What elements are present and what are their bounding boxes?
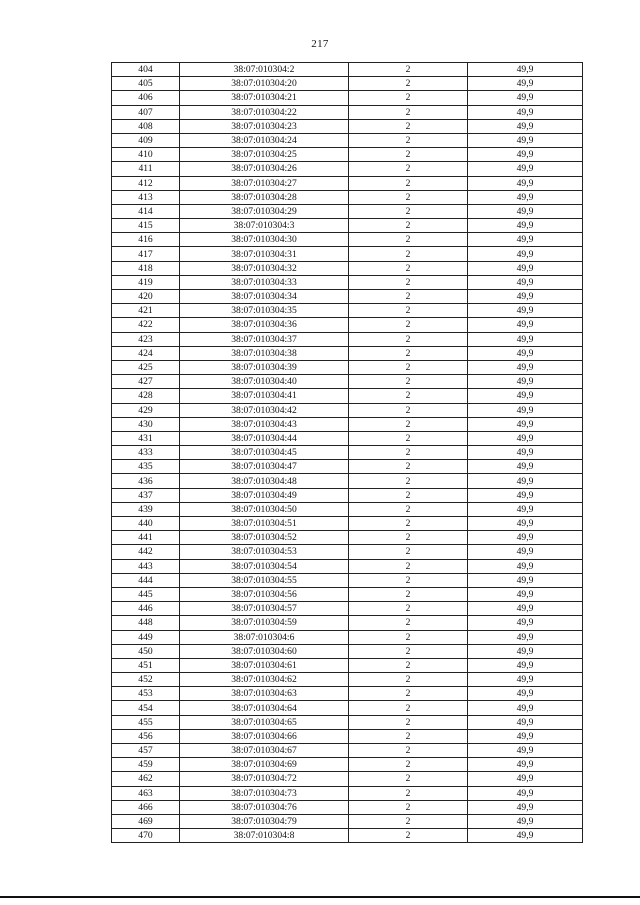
- count-cell: 2: [349, 488, 468, 502]
- table-row: [112, 176, 583, 190]
- count-cell: 2: [349, 715, 468, 729]
- cadastral-number-cell: 38:07:010304:41: [180, 389, 349, 403]
- area-cell: 49,9: [468, 219, 583, 233]
- area-cell: 49,9: [468, 474, 583, 488]
- row-number-cell: 419: [112, 275, 180, 289]
- area-cell: 49,9: [468, 247, 583, 261]
- row-number-cell: 435: [112, 460, 180, 474]
- count-cell: 2: [349, 417, 468, 431]
- area-cell: 49,9: [468, 488, 583, 502]
- area-cell: 49,9: [468, 119, 583, 133]
- table-row: [112, 701, 583, 715]
- table-row: [112, 77, 583, 91]
- cadastral-number-cell: 38:07:010304:3: [180, 219, 349, 233]
- count-cell: 2: [349, 431, 468, 445]
- row-number-cell: 409: [112, 133, 180, 147]
- count-cell: 2: [349, 162, 468, 176]
- area-cell: 49,9: [468, 77, 583, 91]
- count-cell: 2: [349, 744, 468, 758]
- area-cell: 49,9: [468, 204, 583, 218]
- page-number: 217: [311, 38, 329, 50]
- table-row: [112, 673, 583, 687]
- table-row: [112, 417, 583, 431]
- cadastral-number-cell: 38:07:010304:61: [180, 658, 349, 672]
- count-cell: 2: [349, 644, 468, 658]
- cadastral-number-cell: 38:07:010304:60: [180, 644, 349, 658]
- area-cell: 49,9: [468, 587, 583, 601]
- row-number-cell: 459: [112, 758, 180, 772]
- table-row: [112, 729, 583, 743]
- row-number-cell: 405: [112, 77, 180, 91]
- table-row: [112, 318, 583, 332]
- count-cell: 2: [349, 275, 468, 289]
- table-row: [112, 162, 583, 176]
- count-cell: 2: [349, 204, 468, 218]
- cadastral-number-cell: 38:07:010304:62: [180, 673, 349, 687]
- count-cell: 2: [349, 729, 468, 743]
- count-cell: 2: [349, 119, 468, 133]
- table-row: [112, 758, 583, 772]
- cadastral-number-cell: 38:07:010304:69: [180, 758, 349, 772]
- count-cell: 2: [349, 630, 468, 644]
- table-row: [112, 204, 583, 218]
- row-number-cell: 428: [112, 389, 180, 403]
- cadastral-number-cell: 38:07:010304:56: [180, 587, 349, 601]
- count-cell: 2: [349, 829, 468, 843]
- table-row: [112, 105, 583, 119]
- table-row: [112, 587, 583, 601]
- table-row: [112, 375, 583, 389]
- bottom-border-line: [0, 896, 640, 898]
- count-cell: 2: [349, 318, 468, 332]
- count-cell: 2: [349, 687, 468, 701]
- area-cell: 49,9: [468, 814, 583, 828]
- count-cell: 2: [349, 105, 468, 119]
- count-cell: 2: [349, 701, 468, 715]
- count-cell: 2: [349, 91, 468, 105]
- row-number-cell: 470: [112, 829, 180, 843]
- table-row: [112, 616, 583, 630]
- row-number-cell: 413: [112, 190, 180, 204]
- area-cell: 49,9: [468, 105, 583, 119]
- table-row: [112, 559, 583, 573]
- cadastral-number-cell: 38:07:010304:52: [180, 531, 349, 545]
- cadastral-number-cell: 38:07:010304:38: [180, 346, 349, 360]
- area-cell: 49,9: [468, 616, 583, 630]
- area-cell: 49,9: [468, 573, 583, 587]
- cadastral-number-cell: 38:07:010304:42: [180, 403, 349, 417]
- area-cell: 49,9: [468, 417, 583, 431]
- table-row: [112, 531, 583, 545]
- count-cell: 2: [349, 446, 468, 460]
- area-cell: 49,9: [468, 687, 583, 701]
- table-row: [112, 829, 583, 843]
- cadastral-number-cell: 38:07:010304:43: [180, 417, 349, 431]
- area-cell: 49,9: [468, 800, 583, 814]
- cadastral-number-cell: 38:07:010304:44: [180, 431, 349, 445]
- table-row: [112, 460, 583, 474]
- cadastral-number-cell: 38:07:010304:35: [180, 304, 349, 318]
- table-row: [112, 275, 583, 289]
- area-cell: 49,9: [468, 772, 583, 786]
- row-number-cell: 450: [112, 644, 180, 658]
- table-row: [112, 346, 583, 360]
- cadastral-number-cell: 38:07:010304:72: [180, 772, 349, 786]
- row-number-cell: 453: [112, 687, 180, 701]
- table-row: [112, 446, 583, 460]
- row-number-cell: 414: [112, 204, 180, 218]
- cadastral-number-cell: 38:07:010304:27: [180, 176, 349, 190]
- cadastral-number-cell: 38:07:010304:76: [180, 800, 349, 814]
- area-cell: 49,9: [468, 233, 583, 247]
- area-cell: 49,9: [468, 190, 583, 204]
- table-row: [112, 219, 583, 233]
- row-number-cell: 429: [112, 403, 180, 417]
- count-cell: 2: [349, 474, 468, 488]
- area-cell: 49,9: [468, 545, 583, 559]
- cadastral-number-cell: 38:07:010304:54: [180, 559, 349, 573]
- cadastral-number-cell: 38:07:010304:51: [180, 517, 349, 531]
- table-row: [112, 644, 583, 658]
- area-cell: 49,9: [468, 133, 583, 147]
- table-row: [112, 148, 583, 162]
- area-cell: 49,9: [468, 176, 583, 190]
- area-cell: 49,9: [468, 829, 583, 843]
- count-cell: 2: [349, 247, 468, 261]
- area-cell: 49,9: [468, 375, 583, 389]
- count-cell: 2: [349, 602, 468, 616]
- count-cell: 2: [349, 290, 468, 304]
- count-cell: 2: [349, 814, 468, 828]
- table-row: [112, 63, 583, 77]
- count-cell: 2: [349, 559, 468, 573]
- cadastral-number-cell: 38:07:010304:55: [180, 573, 349, 587]
- count-cell: 2: [349, 587, 468, 601]
- data-table: [111, 62, 583, 843]
- count-cell: 2: [349, 360, 468, 374]
- area-cell: 49,9: [468, 148, 583, 162]
- table-row: [112, 261, 583, 275]
- row-number-cell: 425: [112, 360, 180, 374]
- count-cell: 2: [349, 772, 468, 786]
- table-row: [112, 233, 583, 247]
- count-cell: 2: [349, 616, 468, 630]
- table-row: [112, 360, 583, 374]
- count-cell: 2: [349, 545, 468, 559]
- row-number-cell: 431: [112, 431, 180, 445]
- row-number-cell: 452: [112, 673, 180, 687]
- count-cell: 2: [349, 346, 468, 360]
- row-number-cell: 404: [112, 63, 180, 77]
- area-cell: 49,9: [468, 517, 583, 531]
- cadastral-number-cell: 38:07:010304:39: [180, 360, 349, 374]
- area-cell: 49,9: [468, 431, 583, 445]
- row-number-cell: 437: [112, 488, 180, 502]
- count-cell: 2: [349, 176, 468, 190]
- cadastral-number-cell: 38:07:010304:67: [180, 744, 349, 758]
- row-number-cell: 451: [112, 658, 180, 672]
- area-cell: 49,9: [468, 275, 583, 289]
- cadastral-number-cell: 38:07:010304:20: [180, 77, 349, 91]
- count-cell: 2: [349, 332, 468, 346]
- area-cell: 49,9: [468, 360, 583, 374]
- row-number-cell: 422: [112, 318, 180, 332]
- cadastral-number-cell: 38:07:010304:2: [180, 63, 349, 77]
- row-number-cell: 420: [112, 290, 180, 304]
- table-row: [112, 744, 583, 758]
- row-number-cell: 462: [112, 772, 180, 786]
- row-number-cell: 466: [112, 800, 180, 814]
- table-row: [112, 502, 583, 516]
- row-number-cell: 418: [112, 261, 180, 275]
- table-row: [112, 602, 583, 616]
- area-cell: 49,9: [468, 389, 583, 403]
- area-cell: 49,9: [468, 162, 583, 176]
- count-cell: 2: [349, 148, 468, 162]
- count-cell: 2: [349, 673, 468, 687]
- area-cell: 49,9: [468, 502, 583, 516]
- cadastral-number-cell: 38:07:010304:8: [180, 829, 349, 843]
- row-number-cell: 457: [112, 744, 180, 758]
- table-row: [112, 814, 583, 828]
- area-cell: 49,9: [468, 91, 583, 105]
- count-cell: 2: [349, 375, 468, 389]
- area-cell: 49,9: [468, 531, 583, 545]
- area-cell: 49,9: [468, 715, 583, 729]
- cadastral-number-cell: 38:07:010304:53: [180, 545, 349, 559]
- row-number-cell: 433: [112, 446, 180, 460]
- count-cell: 2: [349, 190, 468, 204]
- cadastral-number-cell: 38:07:010304:36: [180, 318, 349, 332]
- cadastral-number-cell: 38:07:010304:21: [180, 91, 349, 105]
- table-row: [112, 431, 583, 445]
- table-row: [112, 488, 583, 502]
- cadastral-number-cell: 38:07:010304:45: [180, 446, 349, 460]
- count-cell: 2: [349, 658, 468, 672]
- cadastral-number-cell: 38:07:010304:65: [180, 715, 349, 729]
- table-row: [112, 247, 583, 261]
- row-number-cell: 406: [112, 91, 180, 105]
- area-cell: 49,9: [468, 460, 583, 474]
- cadastral-number-cell: 38:07:010304:34: [180, 290, 349, 304]
- cadastral-number-cell: 38:07:010304:33: [180, 275, 349, 289]
- row-number-cell: 411: [112, 162, 180, 176]
- cadastral-number-cell: 38:07:010304:30: [180, 233, 349, 247]
- count-cell: 2: [349, 304, 468, 318]
- table-row: [112, 304, 583, 318]
- area-cell: 49,9: [468, 744, 583, 758]
- area-cell: 49,9: [468, 658, 583, 672]
- count-cell: 2: [349, 261, 468, 275]
- row-number-cell: 440: [112, 517, 180, 531]
- area-cell: 49,9: [468, 758, 583, 772]
- count-cell: 2: [349, 63, 468, 77]
- table-row: [112, 573, 583, 587]
- table-row: [112, 91, 583, 105]
- cadastral-number-cell: 38:07:010304:37: [180, 332, 349, 346]
- cadastral-number-cell: 38:07:010304:48: [180, 474, 349, 488]
- cadastral-number-cell: 38:07:010304:64: [180, 701, 349, 715]
- row-number-cell: 443: [112, 559, 180, 573]
- area-cell: 49,9: [468, 559, 583, 573]
- row-number-cell: 427: [112, 375, 180, 389]
- table-body: [112, 63, 583, 843]
- row-number-cell: 448: [112, 616, 180, 630]
- table-row: [112, 786, 583, 800]
- row-number-cell: 449: [112, 630, 180, 644]
- row-number-cell: 424: [112, 346, 180, 360]
- table-row: [112, 517, 583, 531]
- row-number-cell: 469: [112, 814, 180, 828]
- count-cell: 2: [349, 786, 468, 800]
- row-number-cell: 415: [112, 219, 180, 233]
- table-row: [112, 800, 583, 814]
- table-row: [112, 332, 583, 346]
- table-row: [112, 474, 583, 488]
- count-cell: 2: [349, 502, 468, 516]
- cadastral-number-cell: 38:07:010304:79: [180, 814, 349, 828]
- count-cell: 2: [349, 758, 468, 772]
- area-cell: 49,9: [468, 630, 583, 644]
- area-cell: 49,9: [468, 304, 583, 318]
- cadastral-number-cell: 38:07:010304:28: [180, 190, 349, 204]
- cadastral-number-cell: 38:07:010304:31: [180, 247, 349, 261]
- count-cell: 2: [349, 389, 468, 403]
- row-number-cell: 423: [112, 332, 180, 346]
- cadastral-number-cell: 38:07:010304:25: [180, 148, 349, 162]
- row-number-cell: 456: [112, 729, 180, 743]
- table-row: [112, 290, 583, 304]
- count-cell: 2: [349, 77, 468, 91]
- area-cell: 49,9: [468, 446, 583, 460]
- row-number-cell: 410: [112, 148, 180, 162]
- table-row: [112, 133, 583, 147]
- cadastral-number-cell: 38:07:010304:59: [180, 616, 349, 630]
- table-row: [112, 545, 583, 559]
- table-row: [112, 389, 583, 403]
- area-cell: 49,9: [468, 602, 583, 616]
- row-number-cell: 421: [112, 304, 180, 318]
- row-number-cell: 412: [112, 176, 180, 190]
- row-number-cell: 408: [112, 119, 180, 133]
- cadastral-number-cell: 38:07:010304:23: [180, 119, 349, 133]
- count-cell: 2: [349, 460, 468, 474]
- area-cell: 49,9: [468, 729, 583, 743]
- area-cell: 49,9: [468, 701, 583, 715]
- row-number-cell: 442: [112, 545, 180, 559]
- cadastral-number-cell: 38:07:010304:22: [180, 105, 349, 119]
- row-number-cell: 417: [112, 247, 180, 261]
- area-cell: 49,9: [468, 332, 583, 346]
- cadastral-number-cell: 38:07:010304:47: [180, 460, 349, 474]
- count-cell: 2: [349, 403, 468, 417]
- area-cell: 49,9: [468, 644, 583, 658]
- cadastral-number-cell: 38:07:010304:57: [180, 602, 349, 616]
- area-cell: 49,9: [468, 63, 583, 77]
- count-cell: 2: [349, 531, 468, 545]
- count-cell: 2: [349, 800, 468, 814]
- table-row: [112, 119, 583, 133]
- table-row: [112, 403, 583, 417]
- cadastral-number-cell: 38:07:010304:24: [180, 133, 349, 147]
- table-row: [112, 772, 583, 786]
- count-cell: 2: [349, 233, 468, 247]
- area-cell: 49,9: [468, 403, 583, 417]
- row-number-cell: 454: [112, 701, 180, 715]
- table-row: [112, 630, 583, 644]
- area-cell: 49,9: [468, 673, 583, 687]
- area-cell: 49,9: [468, 290, 583, 304]
- table-row: [112, 687, 583, 701]
- table-row: [112, 715, 583, 729]
- row-number-cell: 407: [112, 105, 180, 119]
- area-cell: 49,9: [468, 318, 583, 332]
- row-number-cell: 441: [112, 531, 180, 545]
- count-cell: 2: [349, 219, 468, 233]
- area-cell: 49,9: [468, 261, 583, 275]
- table-row: [112, 190, 583, 204]
- row-number-cell: 416: [112, 233, 180, 247]
- cadastral-number-cell: 38:07:010304:63: [180, 687, 349, 701]
- cadastral-number-cell: 38:07:010304:6: [180, 630, 349, 644]
- row-number-cell: 463: [112, 786, 180, 800]
- cadastral-number-cell: 38:07:010304:26: [180, 162, 349, 176]
- area-cell: 49,9: [468, 346, 583, 360]
- cadastral-number-cell: 38:07:010304:49: [180, 488, 349, 502]
- cadastral-number-cell: 38:07:010304:73: [180, 786, 349, 800]
- table-row: [112, 658, 583, 672]
- count-cell: 2: [349, 573, 468, 587]
- cadastral-number-cell: 38:07:010304:66: [180, 729, 349, 743]
- row-number-cell: 436: [112, 474, 180, 488]
- row-number-cell: 446: [112, 602, 180, 616]
- cadastral-number-cell: 38:07:010304:40: [180, 375, 349, 389]
- row-number-cell: 439: [112, 502, 180, 516]
- area-cell: 49,9: [468, 786, 583, 800]
- count-cell: 2: [349, 133, 468, 147]
- row-number-cell: 444: [112, 573, 180, 587]
- cadastral-number-cell: 38:07:010304:29: [180, 204, 349, 218]
- cadastral-number-cell: 38:07:010304:50: [180, 502, 349, 516]
- count-cell: 2: [349, 517, 468, 531]
- row-number-cell: 455: [112, 715, 180, 729]
- cadastral-number-cell: 38:07:010304:32: [180, 261, 349, 275]
- row-number-cell: 430: [112, 417, 180, 431]
- row-number-cell: 445: [112, 587, 180, 601]
